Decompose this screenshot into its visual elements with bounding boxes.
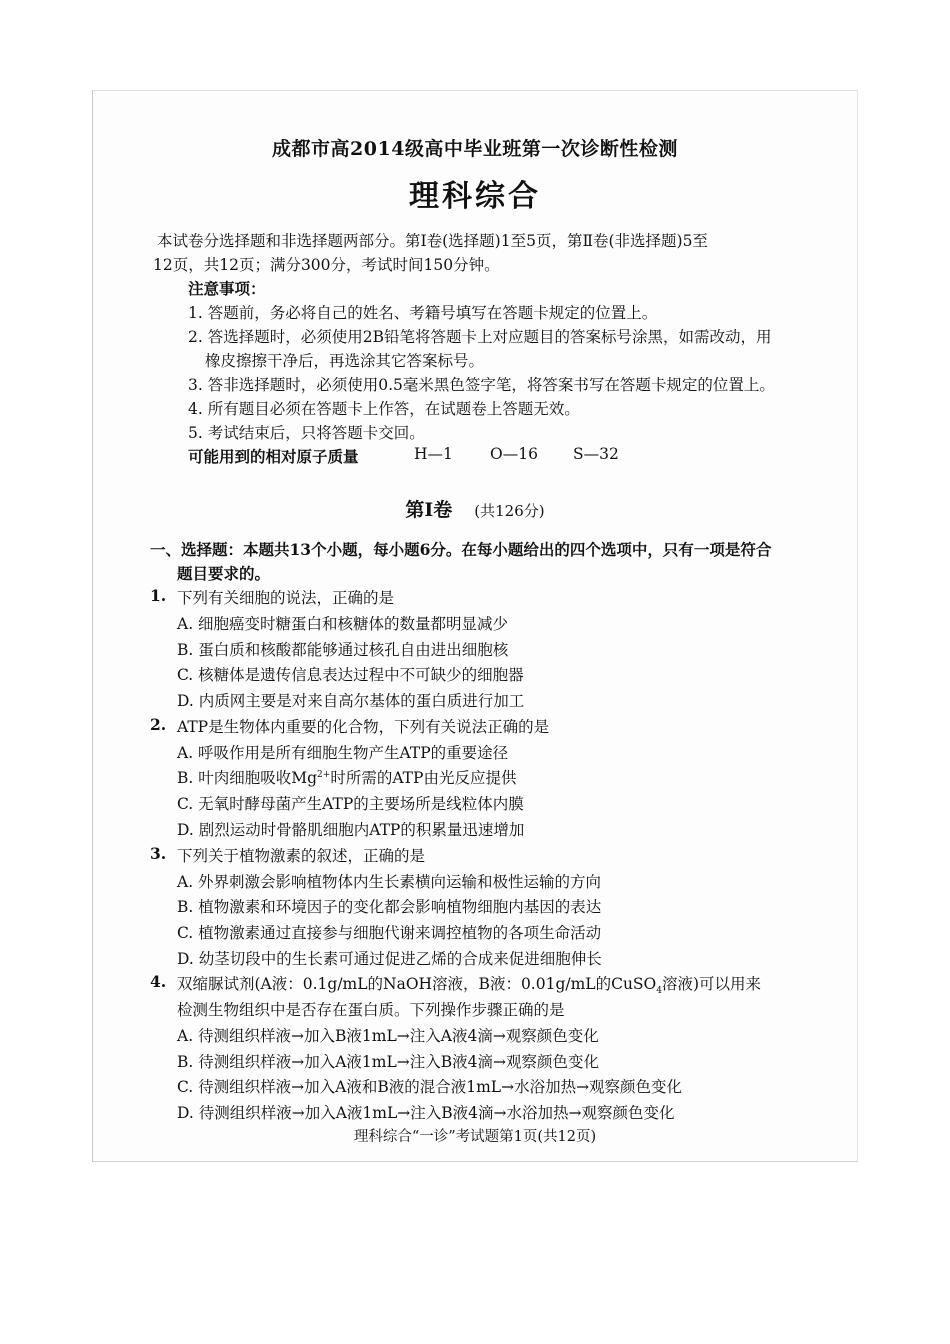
section-points: (共126分) xyxy=(474,502,545,520)
question-2-option-d: D. 剧烈运动时骨骼肌细胞内ATP的积累量迅速增加 xyxy=(177,821,525,839)
atomic-mass-label: 可能用到的相对原子质量 xyxy=(188,447,359,466)
q2-b-superscript: 2+ xyxy=(317,769,331,780)
exam-title: 成都市高2014级高中毕业班第一次诊断性检测 xyxy=(272,138,678,160)
question-1-number: 1. xyxy=(150,586,167,605)
intro-line-2: 12页，共12页；满分300分，考试时间150分钟。 xyxy=(153,256,500,274)
note-item-2-continued: 橡皮擦擦干净后，再选涂其它答案标号。 xyxy=(205,352,485,370)
note-item-1: 1. 答题前，务必将自己的姓名、考籍号填写在答题卡规定的位置上。 xyxy=(188,304,658,322)
note-item-3: 3. 答非选择题时，必须使用0.5毫米黑色签字笔，将答案书写在答题卡规定的位置上。 xyxy=(188,376,775,394)
q2-b-text-pre: B. 叶肉细胞吸收Mg xyxy=(177,769,318,787)
section-heading xyxy=(0,495,950,522)
note-item-5: 5. 考试结束后，只将答题卡交回。 xyxy=(188,424,425,442)
question-1-option-b: B. 蛋白质和核酸都能够通过核孔自由进出细胞核 xyxy=(177,641,509,659)
question-3-option-b: B. 植物激素和环境因子的变化都会影响植物细胞内基因的表达 xyxy=(177,898,602,916)
question-4-option-c: C. 待测组织样液→加入A液和B液的混合液1mL→水浴加热→观察颜色变化 xyxy=(177,1078,683,1096)
question-4-option-d: D. 待测组织样液→加入A液1mL→注入B液4滴→水浴加热→观察颜色变化 xyxy=(177,1104,675,1122)
question-2-option-b xyxy=(177,766,516,788)
question-3-option-c: C. 植物激素通过直接参与细胞代谢来调控植物的各项生命活动 xyxy=(177,924,602,942)
note-item-2: 2. 答选择题时，必须使用2B铅笔将答题卡上对应题目的答案标号涂黑，如需改动，用 xyxy=(188,328,772,346)
atomic-mass-o: O—16 xyxy=(490,445,538,463)
atomic-mass-h: H—1 xyxy=(414,445,453,463)
question-1-option-c: C. 核糖体是遗传信息表达过程中不可缺少的细胞器 xyxy=(177,666,524,684)
instructions-line-2: 题目要求的。 xyxy=(177,564,271,583)
question-3-stem: 下列关于植物激素的叙述，正确的是 xyxy=(177,847,426,865)
question-3-option-d: D. 幼茎切段中的生长素可通过促进乙烯的合成来促进细胞伸长 xyxy=(177,950,602,968)
question-4-option-b: B. 待测组织样液→加入A液1mL→注入B液4滴→观察颜色变化 xyxy=(177,1053,600,1071)
q2-b-text-post: 时所需的ATP由光反应提供 xyxy=(330,769,517,787)
question-3-option-a: A. 外界刺激会影响植物体内生长素横向运输和极性运输的方向 xyxy=(177,873,602,891)
note-item-4: 4. 所有题目必须在答题卡上作答，在试题卷上答题无效。 xyxy=(188,400,580,418)
question-2-stem: ATP是生物体内重要的化合物，下列有关说法正确的是 xyxy=(177,718,550,736)
q4-stem-subscript: 4 xyxy=(656,986,662,997)
question-4-option-a: A. 待测组织样液→加入B液1mL→注入A液4滴→观察颜色变化 xyxy=(177,1027,599,1045)
question-4-stem-line-1 xyxy=(177,972,761,996)
question-4-number: 4. xyxy=(150,972,167,991)
question-2-option-c: C. 无氧时酵母菌产生ATP的主要场所是线粒体内膜 xyxy=(177,795,524,813)
intro-line-1: 本试卷分选择题和非选择题两部分。第Ⅰ卷(选择题)1至5页，第Ⅱ卷(非选择题)5至 xyxy=(157,232,708,250)
question-1-option-d: D. 内质网主要是对来自高尔基体的蛋白质进行加工 xyxy=(177,692,525,710)
notes-heading: 注意事项： xyxy=(188,279,266,298)
question-4-stem-line-2: 检测生物组织中是否存在蛋白质。下列操作步骤正确的是 xyxy=(177,1001,565,1019)
section-title: 第Ⅰ卷 xyxy=(405,499,453,521)
page-footer: 理科综合“一诊”考试题第1页(共12页) xyxy=(353,1129,597,1145)
question-2-number: 2. xyxy=(150,715,167,734)
question-1-stem: 下列有关细胞的说法，正确的是 xyxy=(177,589,395,607)
exam-subject-title: 理科综合 xyxy=(409,179,541,214)
q4-stem-post: 溶液)可以用来 xyxy=(662,975,762,993)
question-1-option-a: A. 细胞癌变时糖蛋白和核糖体的数量都明显减少 xyxy=(177,615,509,633)
q4-stem-pre: 双缩脲试剂(A液：0.1g/mL的NaOH溶液，B液：0.01g/mL的CuSO xyxy=(177,975,657,993)
question-2-option-a: A. 呼吸作用是所有细胞生物产生ATP的重要途径 xyxy=(177,744,509,762)
instructions-line-1: 一、选择题：本题共13个小题，每小题6分。在每小题给出的四个选项中，只有一项是符合 xyxy=(150,540,772,559)
question-3-number: 3. xyxy=(150,844,167,863)
atomic-mass-s: S—32 xyxy=(573,445,619,463)
